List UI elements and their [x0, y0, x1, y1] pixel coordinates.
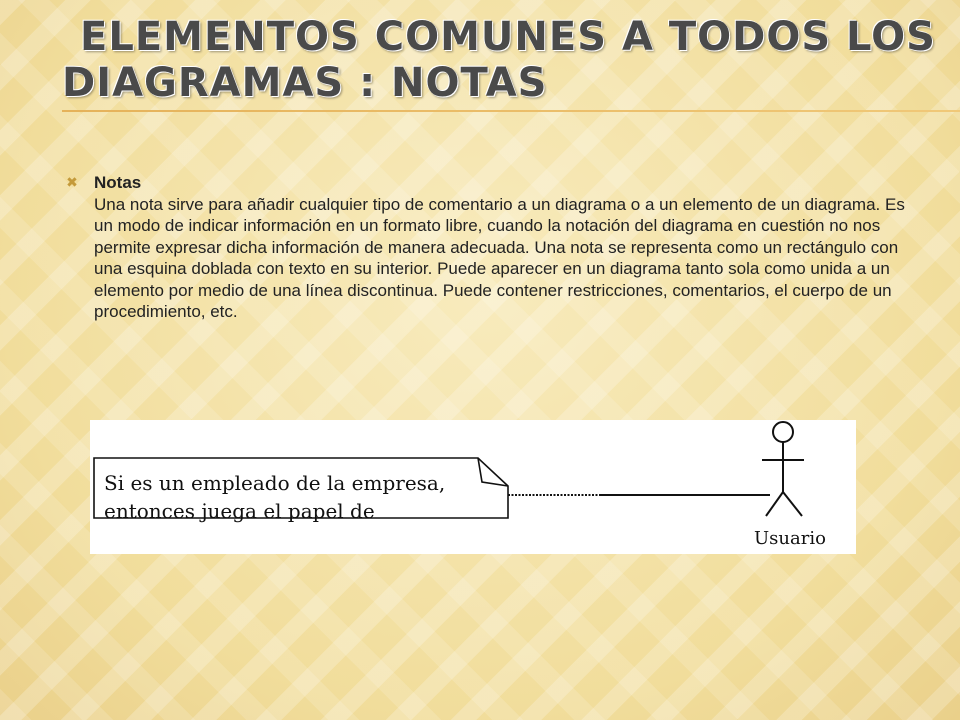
note-diagram	[90, 420, 856, 554]
note-text-line-2: entonces juega el papel de	[104, 499, 375, 523]
bullet-item	[62, 172, 922, 323]
actor-right-leg	[783, 492, 802, 516]
actor-head	[773, 422, 793, 442]
note-text-line-1: Si es un empleado de la empresa,	[104, 471, 446, 495]
bullet-paragraph: Una nota sirve para añadir cualquier tipo de comentario a un diagrama o a un elemento de un diagrama. Es un modo de indicar información en un formato libre, cuando la notación del diagrama en cuestión no nos permite expresar dicha información de manera adecuada. Una nota se representa como un rectángulo con una esquina doblada con texto en su interior. Puede aparecer en un diagrama tanto sola como unida a un elemento por medio de una línea discontinua. Puede contener restricciones, comentarios, el cuerpo de un procedimiento, etc.	[94, 194, 905, 321]
title-underline	[62, 110, 960, 112]
actor-stick-figure	[762, 422, 804, 516]
actor-label: Usuario	[754, 528, 826, 549]
x-bullet-icon: ✖	[66, 175, 78, 191]
slide-title-line-1: ELEMENTOS COMUNES A TODOS LOS	[80, 14, 936, 60]
note-diagram-figure	[90, 420, 856, 554]
bullet-body	[94, 172, 922, 323]
bullet-heading: Notas	[94, 173, 142, 192]
slide-title	[62, 14, 942, 106]
slide-title-line-2: DIAGRAMAS : NOTAS	[62, 60, 548, 106]
